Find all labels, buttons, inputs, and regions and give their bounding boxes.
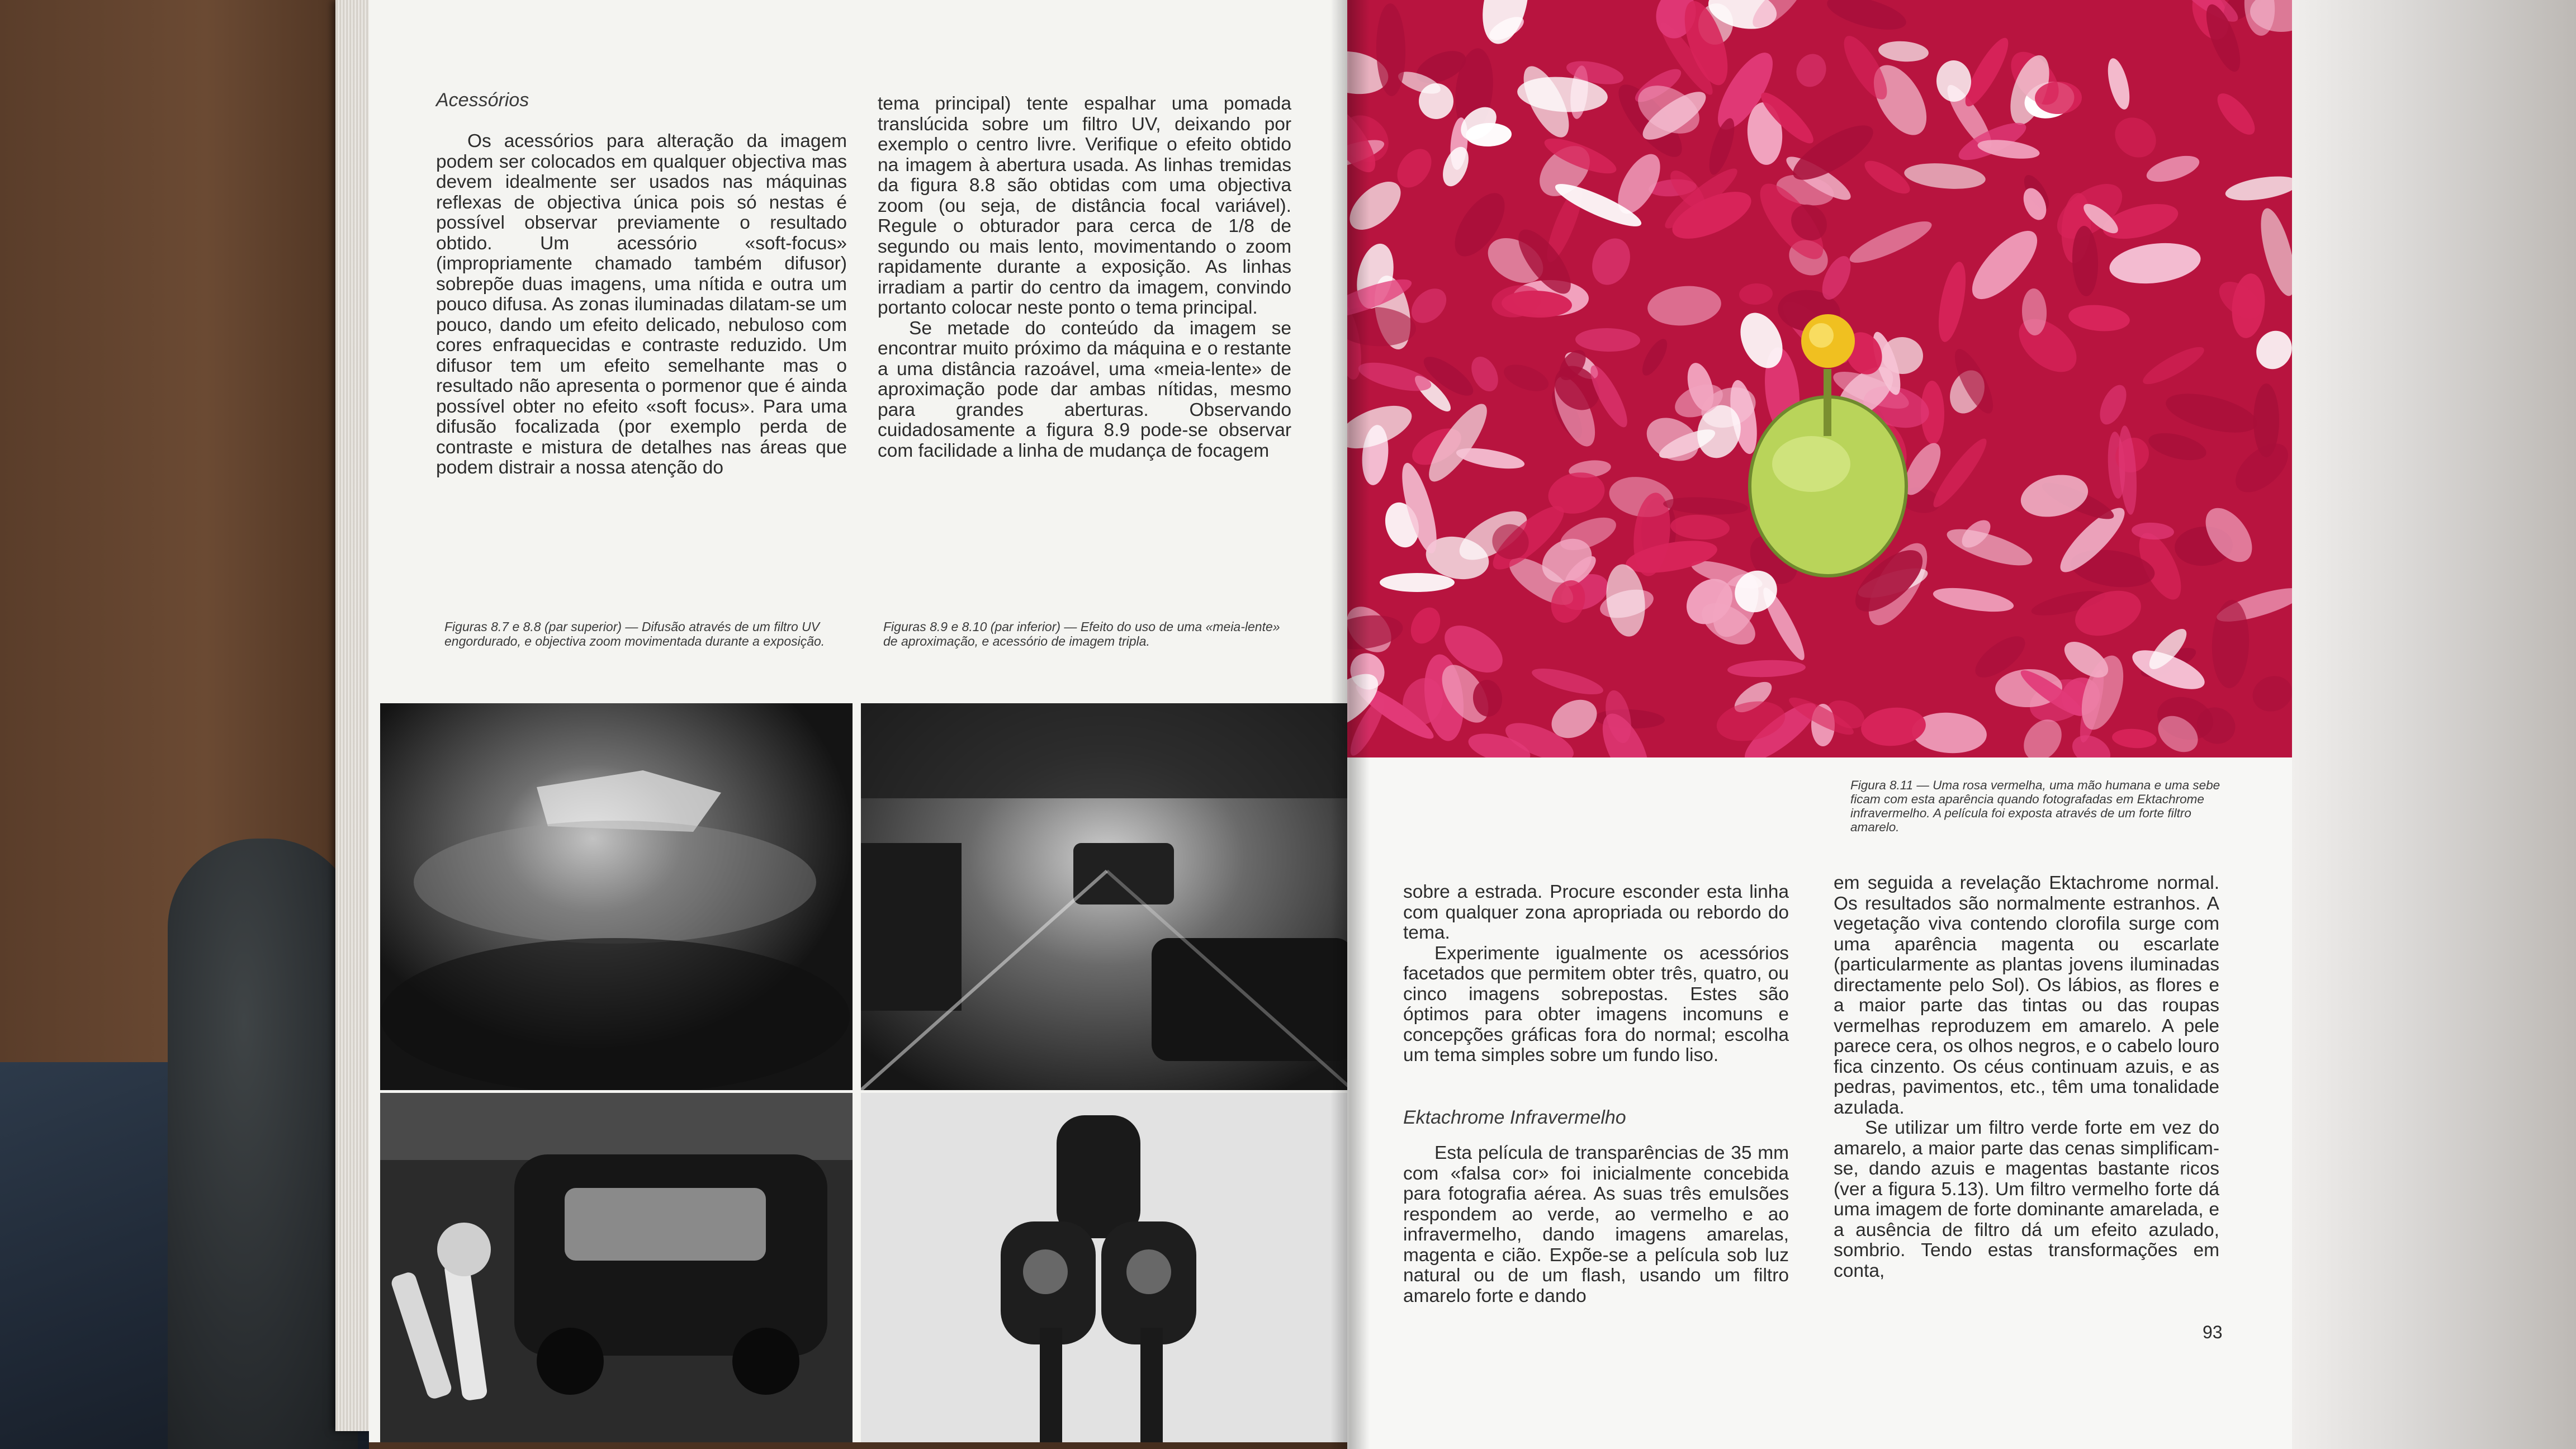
section-heading-acessorios: Acessórios — [436, 89, 529, 111]
figure-8-10-triple-lamp-photo — [861, 1093, 1353, 1442]
paragraph: Os acessórios para alteração da imagem podem ser colocados em qualquer objectiva mas devem idealmente ser usados nas máquinas reflexas de objectiva única pois só nestas é possível observar previamente o resultado obtido. Um acessório «soft-focus» (impropriamente chamado também difusor) sobrepõe duas imagens, uma nítida e outra um pouco difusa. As zonas iluminadas dilatam-se um pouco, dando um efeito delicado, nebuloso com cores enfraquecidas e contraste reduzido. Um difusor tem um efeito semelhante mas o resultado não apresenta o pormenor que é ainda possível obter no efeito «soft focus». Para uma difusão focalizada (por exemplo perda de contraste e mistura de detalhes nas áreas que podem distrair a nossa atenção do — [436, 131, 847, 478]
right-page-column-1 — [1403, 882, 1789, 1066]
paragraph: tema principal) tente espalhar uma pomada translúcida sobre um filtro UV, deixando por exemplo o centro livre. Verifique o efeito obtido na imagem à abertura usada. As linhas tremidas da figura 8.8 são obtidas com uma objectiva zoom (ou seja, de distância focal variável). Regule o obturador para cerca de 1/8 de segundo ou mais lento, movimentando o zoom rapidamente durante a exposição. As linhas irradiam a partir do centro da imagem, convindo portanto colocar neste ponto o tema principal. — [878, 93, 1291, 318]
page-number: 93 — [2203, 1322, 2223, 1342]
leaf-shape — [1380, 573, 1455, 592]
left-page-column-2 — [878, 94, 1291, 461]
figure-8-8-zoom-street-photo — [861, 703, 1353, 1090]
right-page-column-2 — [1834, 873, 2219, 1281]
white-cloth — [2281, 0, 2576, 1449]
figure-caption-8-7-8-8: Figuras 8.7 e 8.8 (par superior) — Difusão através de um filtro UV engordurado, e objectiva zoom movimentada durante a exposição. — [444, 619, 825, 648]
paragraph: Se metade do conteúdo da imagem se encontrar muito próximo da máquina e o restante a uma distância razoável, uma «meia-lente» de aproximação pode dar ambas nítidas, mesmo para grandes aberturas. Observando cuidadosamente a figura 8.9 pode-se observar com facilidade a linha de mudança de focagem — [878, 318, 1291, 461]
paragraph: em seguida a revelação Ektachrome normal. Os resultados são normalmente estranhos. A vegetação viva contendo clorofila surge com uma aparência magenta ou escarlate (particularmente as plantas jovens iluminadas directamente pelo Sol). Os lábios, as flores e a maior parte das tintas ou das roupas vermelhas reproduzem em amarelo. A pele parece cera, os olhos negros, e o cabelo louro fica cinzento. Os céus continuam azuis, e as pedras, pavimentos, etc., têm uma tonalidade azulada. — [1834, 873, 2219, 1118]
book-gutter-shadow — [1330, 0, 1370, 1449]
figure-caption-8-9-8-10: Figuras 8.9 e 8.10 (par inferior) — Efeito do uso de uma «meia-lente» de aproximação, e acessório de imagem tripla. — [883, 619, 1280, 648]
left-page-column-1 — [436, 131, 847, 479]
figure-8-11-infrared-foliage-photo — [1347, 0, 2292, 757]
figure-8-9-keys-and-car-photo — [380, 1093, 853, 1442]
left-page — [369, 0, 1353, 1442]
paragraph: Experimente igualmente os acessórios facetados que permitem obter três, quatro, ou cinco imagens sobrepostas. Estes são óptimos para obter imagens incomuns e concepções gráficas fora do normal; escolha um tema simples sobre um fundo liso. — [1403, 943, 1789, 1066]
paragraph: sobre a estrada. Procure esconder esta linha com qualquer zona apropriada ou rebordo do tema. — [1403, 882, 1789, 943]
knee — [168, 839, 358, 1449]
figure-8-7-diffused-boat-photo — [380, 703, 853, 1090]
paragraph: Se utilizar um filtro verde forte em vez do amarelo, a maior parte das cenas simplificam-se, dando azuis e magentas bastante ricos (ver a figura 5.13). Um filtro vermelho forte dá uma imagem de forte dominante amarelada, e a ausência de filtro dá um efeito azulado, sombrio. Tendo estas transformações em conta, — [1834, 1117, 2219, 1281]
figure-caption-8-11: Figura 8.11 — Uma rosa vermelha, uma mão humana e uma sebe ficam com esta aparência quando fotografadas em Ektachrome infravermelho. A película foi exposta através de um forte filtro amarelo. — [1850, 778, 2220, 834]
right-page-column-1b — [1403, 1143, 1789, 1306]
section-heading-ektachrome: Ektachrome Infravermelho — [1403, 1107, 1626, 1128]
right-page — [1347, 0, 2292, 1449]
paragraph: Esta película de transparências de 35 mm com «falsa cor» foi inicialmente concebida para fotografia aérea. As suas três emulsões respondem ao verde, ao vermelho e ao infravermelho, dando imagens amarelas, magenta e cião. Expõe-se a película sob luz natural ou de um flash, usando um filtro amarelo forte e dando — [1403, 1143, 1789, 1306]
